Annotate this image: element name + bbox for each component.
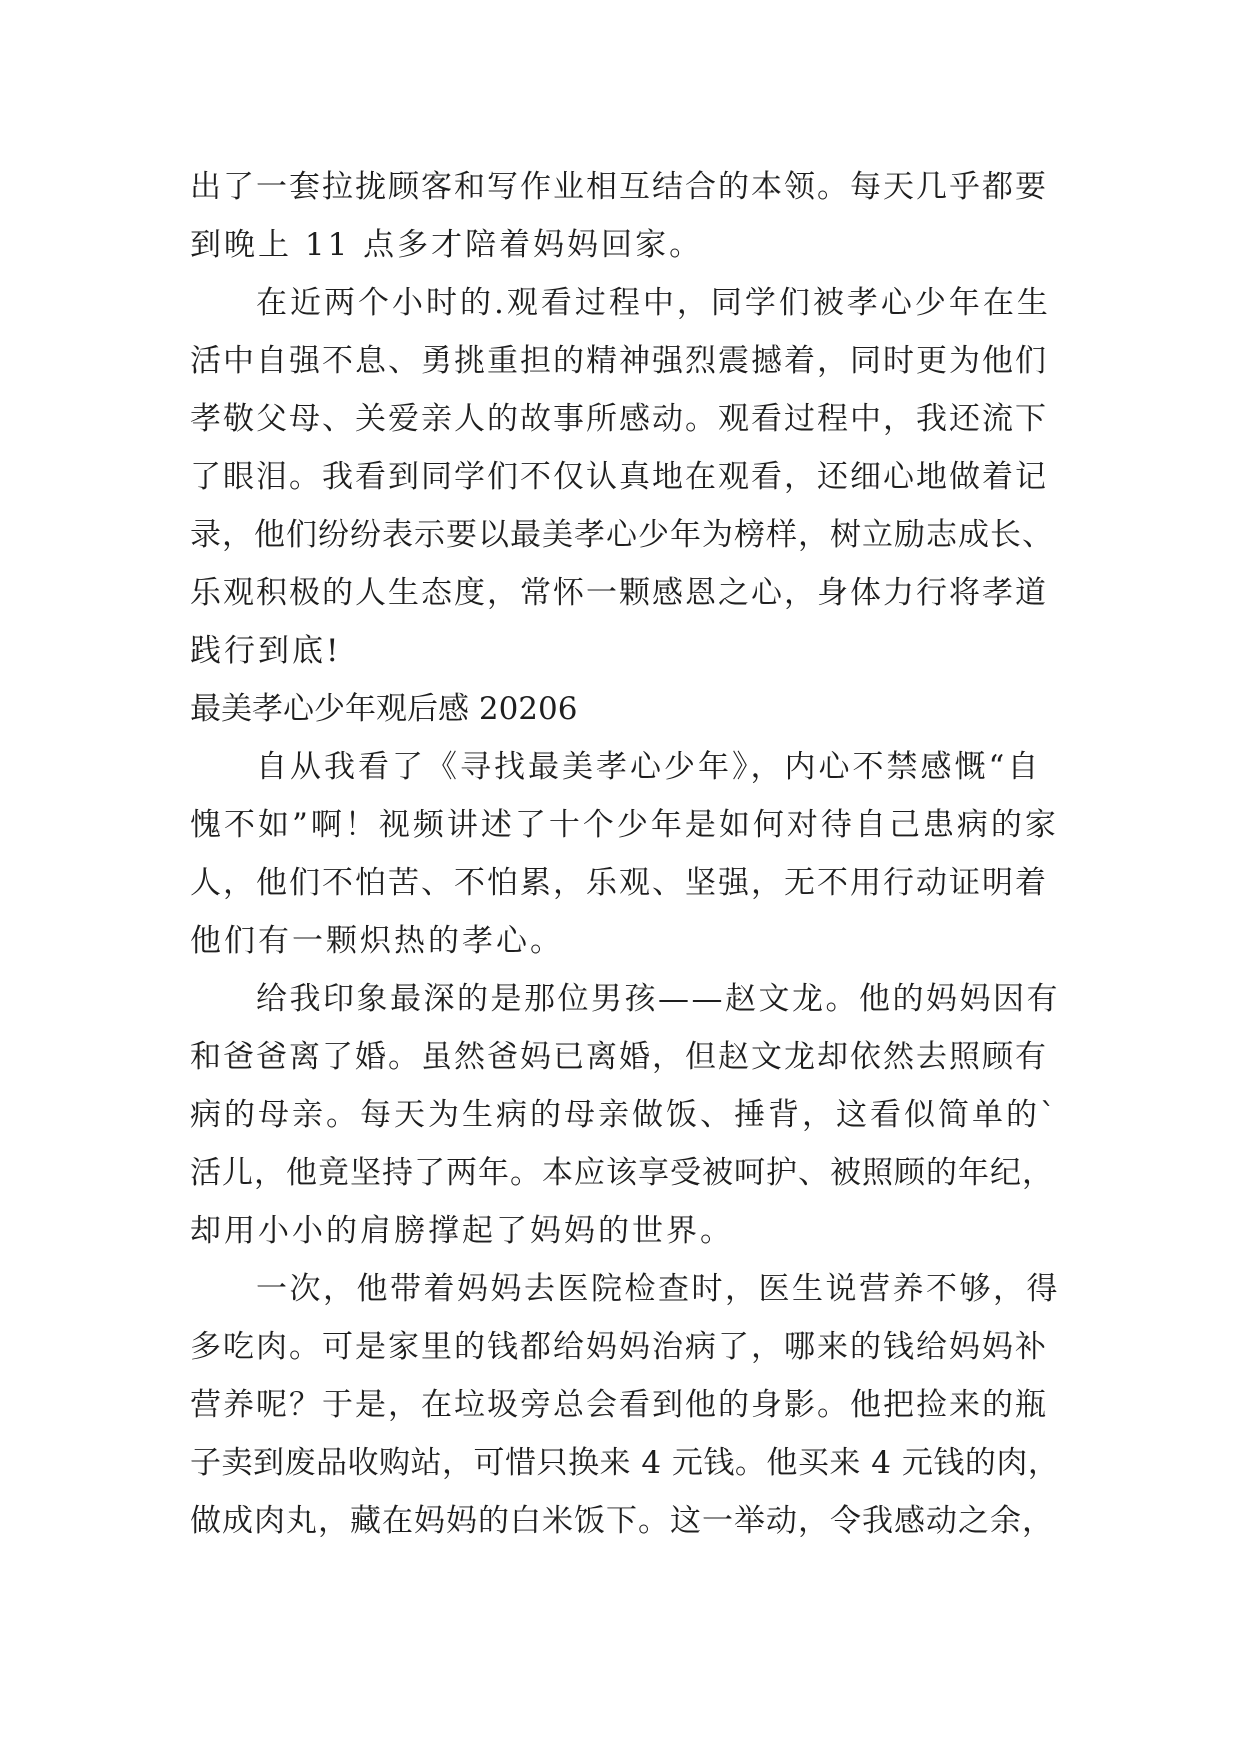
text-line: 营养呢？于是，在垃圾旁总会看到他的身影。他把捡来的瓶 bbox=[190, 1387, 1048, 1423]
text-line: 出了一套拉拢顾客和写作业相互结合的本领。每天几乎都要 bbox=[190, 169, 1048, 205]
section-title: 最美孝心少年观后感 20206 bbox=[190, 691, 578, 727]
text-line: 做成肉丸，藏在妈妈的白米饭下。这一举动，令我感动之余， bbox=[190, 1503, 1054, 1539]
text-line: 多吃肉。可是家里的钱都给妈妈治病了，哪来的钱给妈妈补 bbox=[190, 1329, 1048, 1365]
text-line: 到晚上 11 点多才陪着妈妈回家。 bbox=[190, 227, 704, 263]
text-line: 和爸爸离了婚。虽然爸妈已离婚，但赵文龙却依然去照顾有 bbox=[190, 1039, 1048, 1075]
text-line: 活儿，他竟坚持了两年。本应该享受被呵护、被照顾的年纪， bbox=[190, 1155, 1054, 1191]
paragraph-first-line: 一次，他带着妈妈去医院检查时，医生说营养不够，得 bbox=[256, 1271, 1060, 1307]
text-line: 孝敬父母、关爱亲人的故事所感动。观看过程中，我还流下 bbox=[190, 401, 1048, 437]
text-line: 践行到底! bbox=[190, 633, 342, 669]
paragraph-first-line: 在近两个小时的.观看过程中，同学们被孝心少年在生 bbox=[256, 285, 1051, 321]
text-line: 却用小小的肩膀撑起了妈妈的世界。 bbox=[190, 1213, 734, 1249]
paragraph-first-line: 给我印象最深的是那位男孩——赵文龙。他的妈妈因有 bbox=[256, 981, 1060, 1017]
text-line: 他们有一颗炽热的孝心。 bbox=[190, 923, 564, 959]
text-line: 人，他们不怕苦、不怕累，乐观、坚强，无不用行动证明着 bbox=[190, 865, 1048, 901]
text-line: 活中自强不息、勇挑重担的精神强烈震撼着，同时更为他们 bbox=[190, 343, 1048, 379]
paragraph-first-line: 自从我看了《寻找最美孝心少年》，内心不禁感慨“自 bbox=[256, 749, 1042, 785]
text-line: 子卖到废品收购站，可惜只换来 4 元钱。他买来 4 元钱的肉， bbox=[190, 1445, 1060, 1481]
text-line: 病的母亲。每天为生病的母亲做饭、捶背，这看似简单的` bbox=[190, 1097, 1059, 1133]
text-line: 愧不如”啊！视频讲述了十个少年是如何对待自己患病的家 bbox=[190, 807, 1059, 843]
text-line: 乐观积极的人生态度，常怀一颗感恩之心，身体力行将孝道 bbox=[190, 575, 1048, 611]
text-line: 了眼泪。我看到同学们不仅认真地在观看，还细心地做着记 bbox=[190, 459, 1048, 495]
text-line: 录，他们纷纷表示要以最美孝心少年为榜样，树立励志成长、 bbox=[190, 517, 1054, 553]
